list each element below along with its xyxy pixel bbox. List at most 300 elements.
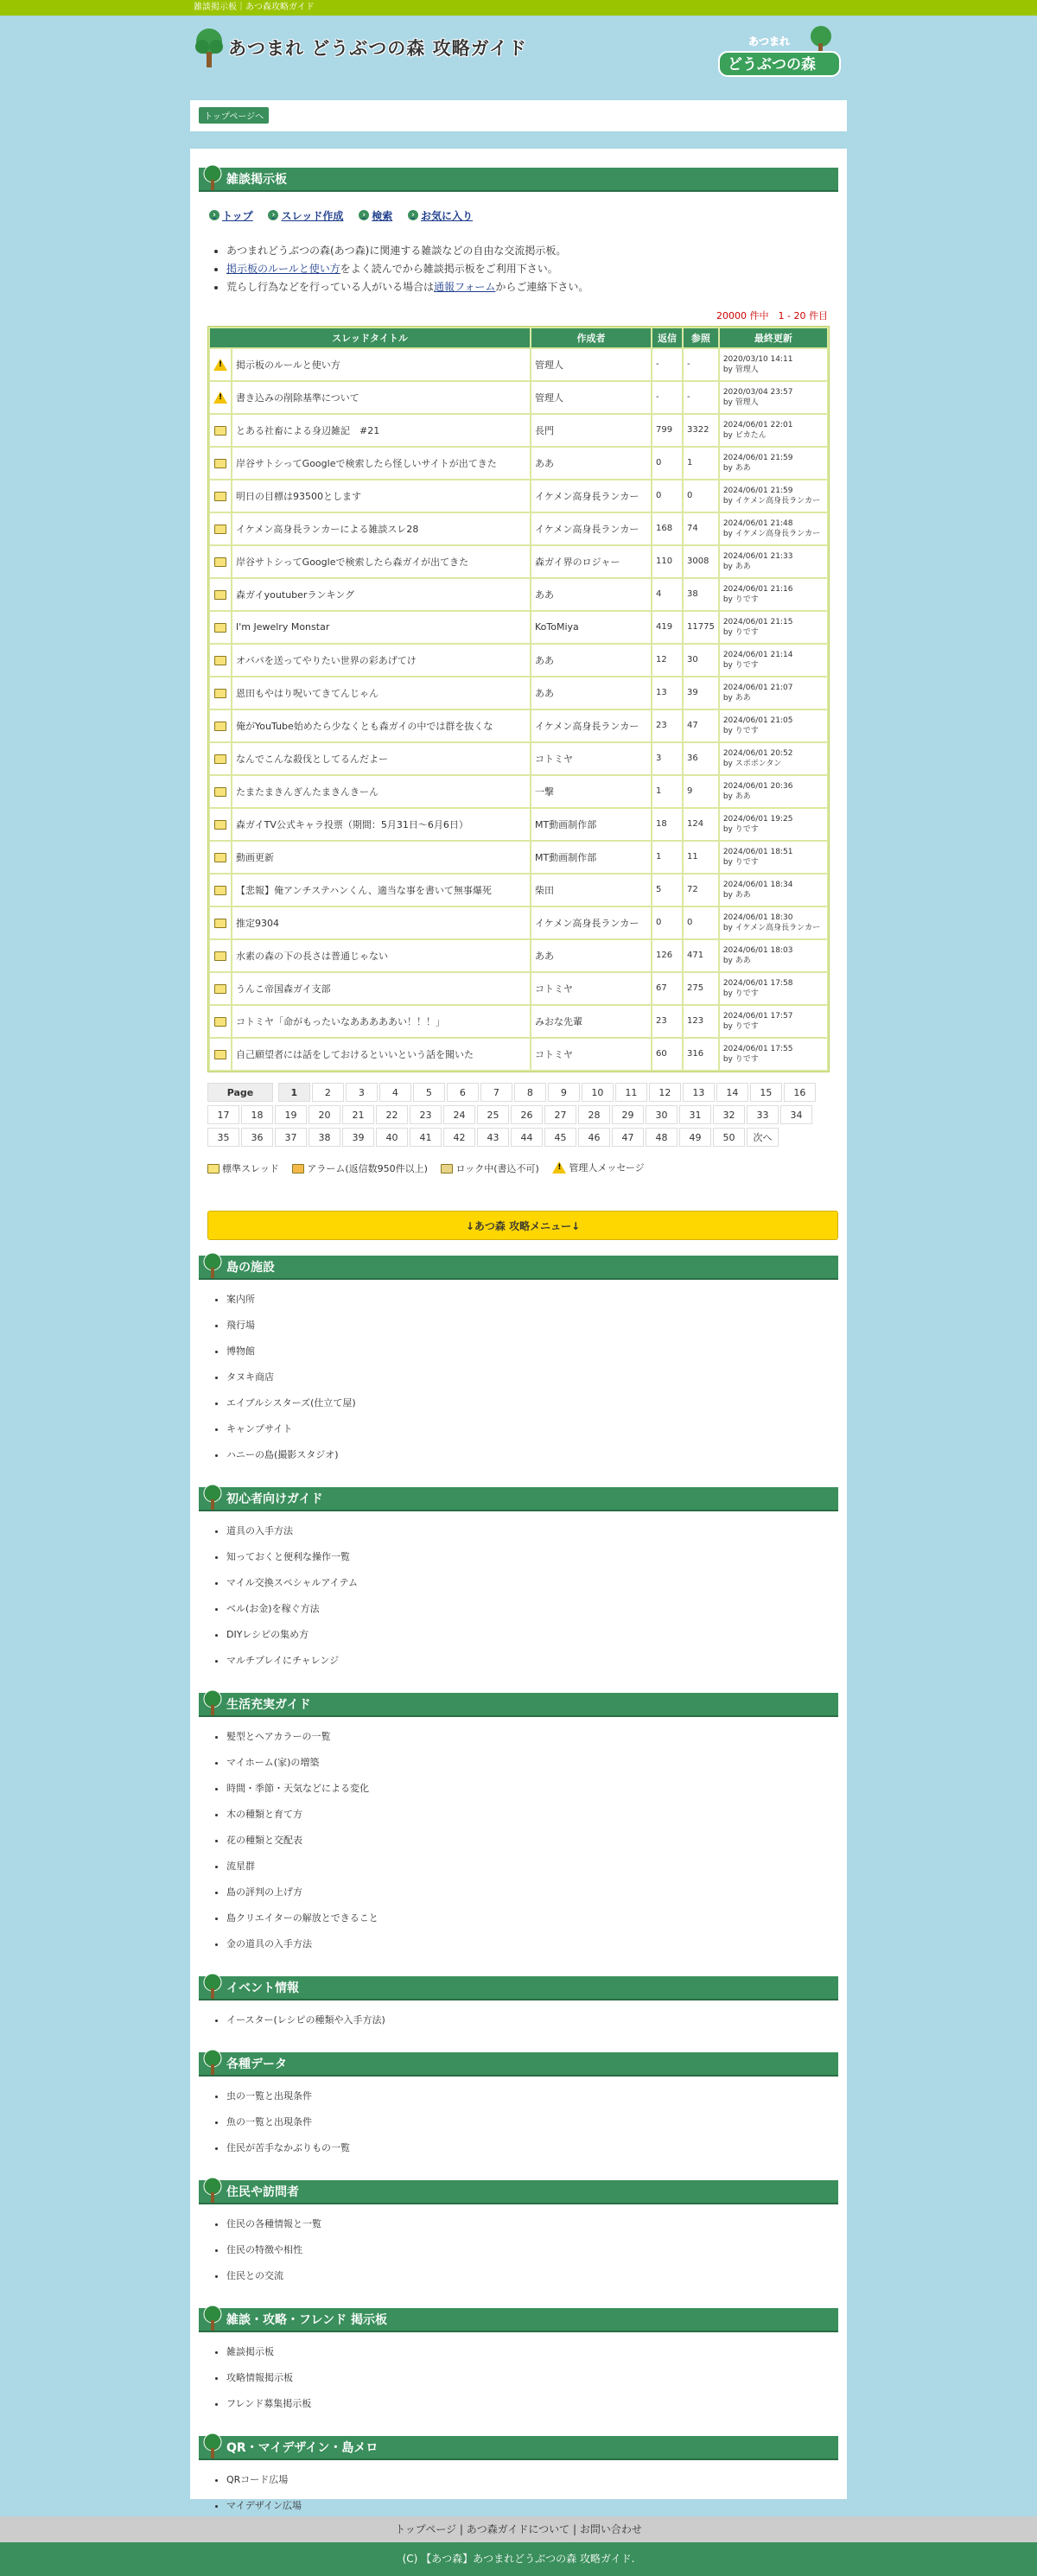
row-author: コトミヤ — [531, 973, 651, 1004]
row-author: イケメン高身長ランカー — [531, 513, 651, 544]
row-title-cell — [232, 579, 530, 610]
page-link[interactable]: 27 — [544, 1105, 576, 1124]
breadcrumb — [190, 100, 847, 131]
list-item — [226, 2395, 838, 2420]
row-updated — [720, 448, 827, 479]
row-by: by りです — [722, 1021, 759, 1031]
page-link[interactable]: 11 — [615, 1083, 647, 1102]
menu-link[interactable]: マイル交換スペシャルアイテム — [226, 1576, 359, 1588]
list-item — [226, 1342, 838, 1368]
menu-link[interactable]: DIYレシピの集め方 — [226, 1628, 309, 1640]
row-date: 2024/06/01 21:59 — [722, 486, 793, 495]
menu-link[interactable]: マイホーム(家)の増築 — [226, 1756, 320, 1768]
tab-create-thread[interactable] — [268, 208, 343, 223]
row-by: by スポポンタン — [722, 759, 782, 768]
row-reply: 5 — [652, 875, 682, 906]
row-reply: 12 — [652, 645, 682, 676]
tab-favorites[interactable] — [408, 208, 473, 223]
row-date: 2024/06/01 17:57 — [722, 1011, 793, 1021]
row-icon-cell — [210, 940, 231, 971]
page-link[interactable]: 28 — [578, 1105, 610, 1124]
table-row — [210, 973, 827, 1004]
category-title: 住民や訪問者 — [226, 2185, 299, 2199]
row-title-cell — [232, 612, 530, 643]
row-date: 2024/06/01 22:01 — [722, 420, 793, 429]
row-by: by 管理人 — [722, 398, 759, 407]
category-items — [226, 2343, 838, 2420]
page-link[interactable]: 3 — [346, 1083, 378, 1102]
menu-link[interactable]: イースター(レシピの種類や入手方法) — [226, 2013, 385, 2026]
site-title[interactable]: あつまれ どうぶつの森 攻略ガイド — [228, 38, 527, 59]
row-by: by りです — [722, 1054, 759, 1064]
page-link[interactable]: 42 — [443, 1128, 475, 1147]
tab-search[interactable] — [359, 208, 392, 223]
logo-top-text: あつまれ — [748, 35, 791, 48]
legend-label: 管理人メッセージ — [569, 1161, 645, 1174]
row-title-cell — [232, 480, 530, 512]
row-icon-cell — [210, 710, 231, 741]
page-link[interactable]: 1 — [278, 1083, 310, 1102]
thread-title-link[interactable]: 森ガイyoutuberランキング — [236, 588, 355, 601]
folder-icon — [214, 656, 226, 665]
page-link[interactable]: 47 — [612, 1128, 644, 1147]
page-link[interactable]: 12 — [649, 1083, 681, 1102]
row-updated — [720, 480, 827, 512]
board-heading-text: 雑談掲示板 — [226, 173, 287, 187]
page-link[interactable]: 14 — [716, 1083, 748, 1102]
menu-link[interactable]: キャンプサイト — [226, 1422, 293, 1434]
table-header-row — [210, 328, 827, 347]
category-list — [199, 1256, 838, 2548]
page-link[interactable]: 2 — [312, 1083, 344, 1102]
thread-title-link[interactable]: コトミヤ「命がもったいなあああああい！！！」 — [236, 1015, 445, 1027]
row-title-cell — [232, 809, 530, 840]
table-row — [210, 776, 827, 807]
list-item — [226, 1420, 838, 1446]
folder-icon — [214, 459, 226, 468]
page-link[interactable]: 31 — [679, 1105, 711, 1124]
row-view: 9 — [684, 776, 718, 807]
thread-title-link[interactable]: 動画更新 — [236, 851, 274, 863]
row-reply: 60 — [652, 1039, 682, 1070]
page-link[interactable]: 49 — [679, 1128, 711, 1147]
menu-category — [199, 2308, 838, 2420]
menu-link[interactable]: エイブルシスターズ(仕立て屋) — [226, 1396, 356, 1409]
page-link[interactable]: 36 — [241, 1128, 273, 1147]
thread-title-link[interactable]: 書き込みの削除基準について — [236, 391, 359, 404]
page-link[interactable]: 23 — [410, 1105, 442, 1124]
row-date: 2024/06/01 18:51 — [722, 847, 793, 856]
page-link[interactable]: 48 — [646, 1128, 678, 1147]
row-updated — [720, 940, 827, 971]
menu-link[interactable]: タヌキ商店 — [226, 1371, 274, 1383]
category-title: 雑談・攻略・フレンド 掲示板 — [226, 2312, 387, 2327]
page-link[interactable]: 35 — [207, 1128, 239, 1147]
row-author: 柴田 — [531, 875, 651, 906]
page-link[interactable]: 18 — [241, 1105, 273, 1124]
row-reply: 110 — [652, 546, 682, 577]
thread-title-link[interactable]: 水素の森の下の長さは普通じゃない — [236, 950, 388, 962]
row-title-cell — [232, 1006, 530, 1037]
note-item: • あつまれどうぶつの森(あつ森)に関連する雑談などの自由な交流掲示板。 — [226, 242, 838, 260]
row-icon-cell — [210, 612, 231, 643]
thread-title-link[interactable]: なんでこんな殺伐としてるんだよー — [236, 753, 388, 765]
page-link[interactable]: 19 — [275, 1105, 307, 1124]
row-title-cell — [232, 973, 530, 1004]
thread-title-link[interactable]: 岸谷サトシってGoogleで検索したら怪しいサイトが出てきた — [236, 457, 497, 469]
folder-icon — [214, 722, 226, 731]
row-author: 管理人 — [531, 349, 651, 380]
page-link[interactable]: 22 — [376, 1105, 408, 1124]
menu-link[interactable]: 髪型とヘアカラーの一覧 — [226, 1730, 331, 1742]
tab-label: 検索 — [372, 209, 393, 222]
note-text: をよく読んでから雑談掲示板をご利用下さい。 — [340, 262, 558, 275]
page-link[interactable]: 25 — [477, 1105, 509, 1124]
row-view: - — [684, 349, 718, 380]
menu-category — [199, 1487, 838, 1677]
page-link[interactable]: 20 — [309, 1105, 340, 1124]
row-date: 2024/06/01 18:03 — [722, 945, 793, 955]
menu-link[interactable]: 道具の入手方法 — [226, 1524, 293, 1536]
menu-link[interactable]: 時間・季節・天気などによる変化 — [226, 1782, 369, 1794]
table-row — [210, 546, 827, 577]
warning-icon — [213, 359, 227, 371]
row-by: by ああ — [722, 463, 751, 473]
thread-title-link[interactable]: 俺がYouTube始めたら少なくとも森ガイの中では群を抜くな — [236, 720, 493, 732]
menu-link[interactable]: マイデザイン広場 — [226, 2499, 302, 2511]
row-icon-cell — [210, 1006, 231, 1037]
list-item — [226, 2471, 838, 2496]
row-by: by ああ — [722, 693, 751, 703]
tab-label: お気に入り — [421, 209, 474, 222]
menu-link[interactable]: 飛行場 — [226, 1319, 255, 1331]
tree-icon — [202, 2305, 223, 2332]
category-title: 初心者向けガイド — [226, 1492, 323, 1506]
row-date: 2024/06/01 20:36 — [722, 781, 793, 791]
row-view: 0 — [684, 480, 718, 512]
thread-title-link[interactable]: 自己願望者には話をしておけるといいという話を聞いた — [236, 1048, 474, 1060]
row-reply: 3 — [652, 743, 682, 774]
menu-link[interactable]: 案内所 — [226, 1293, 255, 1305]
row-updated — [720, 1039, 827, 1070]
row-date: 2024/06/01 21:16 — [722, 584, 793, 594]
thread-title-link[interactable]: 掲示板のルールと使い方 — [236, 359, 340, 371]
col-reply: 返信 — [652, 328, 682, 347]
category-heading — [199, 2308, 838, 2332]
row-updated — [720, 349, 827, 380]
row-reply: 67 — [652, 973, 682, 1004]
row-author: ああ — [531, 448, 651, 479]
row-date: 2024/06/01 21:48 — [722, 518, 793, 528]
menu-link[interactable]: 住民の特徴や相性 — [226, 2243, 302, 2255]
row-title-cell — [232, 448, 530, 479]
folder-icon — [214, 557, 226, 567]
main-content — [190, 149, 847, 2511]
menu-link[interactable]: 流星群 — [226, 1860, 255, 1872]
col-updated: 最終更新 — [720, 328, 827, 347]
list-item — [226, 2343, 838, 2369]
menu-link[interactable]: 木の種類と育て方 — [226, 1808, 302, 1820]
page-link[interactable]: 29 — [612, 1105, 644, 1124]
tree-icon — [202, 1252, 223, 1280]
row-view: - — [684, 382, 718, 413]
warning-icon — [552, 1161, 566, 1174]
row-updated — [720, 382, 827, 413]
category-title: イベント情報 — [226, 1981, 299, 1995]
row-reply: 419 — [652, 612, 682, 643]
list-item — [226, 1394, 838, 1420]
menu-link[interactable]: 住民が苦手なかぶりもの一覧 — [226, 2141, 350, 2153]
page-link[interactable]: 40 — [376, 1128, 408, 1147]
row-updated — [720, 743, 827, 774]
menu-link[interactable]: 島クリエイターの解放とできること — [226, 1911, 379, 1924]
row-icon-cell — [210, 480, 231, 512]
page-link[interactable]: 50 — [713, 1128, 745, 1147]
thread-title-link[interactable]: 推定9304 — [236, 917, 279, 929]
list-item — [226, 2087, 838, 2113]
tree-icon — [202, 2049, 223, 2077]
thread-title-link[interactable]: 【悲報】俺アンチステハンくん、適当な事を書いて無事爆死 — [236, 884, 492, 896]
menu-category — [199, 2180, 838, 2293]
page-link[interactable]: 45 — [544, 1128, 576, 1147]
thread-title-link[interactable]: I'm Jewelry Monstar — [236, 621, 330, 633]
category-heading — [199, 1976, 838, 2000]
rules-link[interactable]: 掲示板のルールと使い方 — [226, 262, 340, 275]
page-link[interactable]: 8 — [514, 1083, 546, 1102]
page-link[interactable]: 21 — [342, 1105, 374, 1124]
result-count: 20000 件中 1 - 20 件目 — [716, 309, 828, 321]
row-date: 2024/06/01 21:07 — [722, 683, 793, 692]
thread-title-link[interactable]: イケメン高身長ランカーによる雑談スレ28 — [236, 523, 419, 535]
warning-icon — [213, 391, 227, 404]
page-link[interactable]: 30 — [646, 1105, 678, 1124]
row-updated — [720, 579, 827, 610]
page-link[interactable]: 43 — [477, 1128, 509, 1147]
row-view: 1 — [684, 448, 718, 479]
row-view: 0 — [684, 907, 718, 938]
row-by: by りです — [722, 627, 759, 637]
row-date: 2024/06/01 21:33 — [722, 551, 793, 561]
page-link[interactable]: 9 — [548, 1083, 580, 1102]
table-row — [210, 940, 827, 971]
row-by: by りです — [722, 660, 759, 670]
menu-link[interactable]: 虫の一覧と出現条件 — [226, 2089, 312, 2102]
row-title-cell — [232, 776, 530, 807]
thread-title-link[interactable]: 岸谷サトシってGoogleで検索したら森ガイが出てきた — [236, 556, 469, 568]
page-link[interactable]: 13 — [683, 1083, 715, 1102]
row-title-cell — [232, 940, 530, 971]
thread-title-link[interactable]: うんこ帝国森ガイ支部 — [236, 983, 331, 995]
page-link[interactable]: 5 — [413, 1083, 445, 1102]
row-view: 123 — [684, 1006, 718, 1037]
thread-table — [207, 326, 830, 1072]
thread-title-link[interactable]: 恩田もやはり呪いてきてんじゃん — [236, 687, 379, 699]
menu-link[interactable]: 金の道具の入手方法 — [226, 1937, 312, 1949]
row-author: ああ — [531, 940, 651, 971]
row-icon-cell — [210, 677, 231, 709]
legend-label: アラーム(返信数950件以上) — [307, 1163, 428, 1174]
row-reply: 13 — [652, 677, 682, 709]
topbar: 雑談掲示板｜あつ森攻略ガイド — [0, 0, 1037, 16]
table-row — [210, 1039, 827, 1070]
row-date: 2024/06/01 18:34 — [722, 880, 793, 889]
category-items — [226, 1522, 838, 1677]
menu-link[interactable]: QRコード広場 — [226, 2473, 289, 2485]
row-icon-cell — [210, 1039, 231, 1070]
folder-icon — [214, 853, 226, 862]
footer-links[interactable]: トップページ | あつ森ガイドについて | お問い合わせ — [0, 2516, 1037, 2542]
row-view: 36 — [684, 743, 718, 774]
page-link[interactable]: 34 — [780, 1105, 812, 1124]
list-item — [226, 2241, 838, 2267]
menu-link[interactable]: 攻略情報掲示板 — [226, 2371, 293, 2383]
menu-link[interactable]: 住民との交流 — [226, 2269, 283, 2281]
thread-title-link[interactable]: オバパを送ってやりたい世界の彩あげてけ — [236, 654, 417, 666]
row-author: 管理人 — [531, 382, 651, 413]
table-row — [210, 645, 827, 676]
category-title: 生活充実ガイド — [226, 1697, 311, 1712]
page-link[interactable]: 16 — [784, 1083, 816, 1102]
folder-icon — [214, 820, 226, 830]
menu-link[interactable]: 花の種類と交配表 — [226, 1834, 302, 1846]
category-heading — [199, 2180, 838, 2204]
folder-icon — [214, 1050, 226, 1059]
list-item — [226, 1290, 838, 1316]
legend-alarm — [292, 1161, 428, 1175]
list-item — [226, 1446, 838, 1472]
menu-link[interactable]: 雑談掲示板 — [226, 2345, 274, 2357]
page-link[interactable]: 7 — [480, 1083, 512, 1102]
menu-link[interactable]: ハニーの島(撮影スタジオ) — [226, 1448, 339, 1460]
row-by: by イケメン高身長ランカー — [722, 529, 821, 538]
page-link[interactable]: 38 — [309, 1128, 340, 1147]
row-updated — [720, 776, 827, 807]
page-link[interactable]: 10 — [582, 1083, 614, 1102]
menu-link[interactable]: 住民の各種情報と一覧 — [226, 2217, 321, 2229]
menu-link[interactable]: 島の評判の上げ方 — [226, 1886, 302, 1898]
col-author: 作成者 — [531, 328, 651, 347]
row-reply: 23 — [652, 710, 682, 741]
thread-title-link[interactable]: 明日の目標は93500とします — [236, 490, 361, 502]
list-item — [226, 2215, 838, 2241]
page-link[interactable]: 6 — [447, 1083, 479, 1102]
row-updated — [720, 907, 827, 938]
list-item — [226, 1753, 838, 1779]
folder-icon — [214, 623, 226, 633]
menu-link[interactable]: フレンド募集掲示板 — [226, 2397, 312, 2409]
board-heading — [199, 168, 838, 192]
page-link[interactable]: 4 — [379, 1083, 411, 1102]
page-link[interactable]: 33 — [747, 1105, 779, 1124]
row-title-cell — [232, 1039, 530, 1070]
page-link[interactable]: 32 — [713, 1105, 745, 1124]
page-link[interactable]: 24 — [443, 1105, 475, 1124]
list-item — [226, 1600, 838, 1625]
row-reply: 18 — [652, 809, 682, 840]
row-updated — [720, 1006, 827, 1037]
folder-icon — [214, 525, 226, 534]
page-link[interactable]: 26 — [511, 1105, 543, 1124]
row-date: 2024/06/01 21:59 — [722, 453, 793, 462]
row-date: 2024/06/01 21:15 — [722, 617, 793, 627]
menu-link[interactable]: ベル(お金)を稼ぐ方法 — [226, 1602, 320, 1614]
guide-menu-button[interactable]: ↓あつ森 攻略メニュー↓ — [207, 1211, 838, 1240]
menu-link[interactable]: 魚の一覧と出現条件 — [226, 2115, 312, 2128]
row-author: ああ — [531, 645, 651, 676]
row-by: by ああ — [722, 890, 751, 900]
list-item — [226, 2267, 838, 2293]
list-item — [226, 1368, 838, 1394]
table-row — [210, 842, 827, 873]
page-link[interactable]: 37 — [275, 1128, 307, 1147]
row-title-cell — [232, 415, 530, 446]
page-link[interactable]: 46 — [578, 1128, 610, 1147]
folder-icon — [214, 426, 226, 436]
row-reply: 4 — [652, 579, 682, 610]
tree-icon — [202, 1689, 223, 1717]
row-icon-cell — [210, 842, 231, 873]
row-updated — [720, 546, 827, 577]
tab-top[interactable] — [209, 208, 253, 223]
row-title-cell — [232, 875, 530, 906]
row-view: 316 — [684, 1039, 718, 1070]
row-icon-cell — [210, 743, 231, 774]
top-page-button[interactable]: トップページへ — [199, 107, 269, 124]
arrow-circle-icon: › — [268, 210, 278, 220]
page-link[interactable]: 15 — [750, 1083, 782, 1102]
row-icon-cell — [210, 448, 231, 479]
site-header — [190, 16, 847, 83]
table-row — [210, 743, 827, 774]
row-updated — [720, 875, 827, 906]
page-link[interactable]: 44 — [511, 1128, 543, 1147]
row-icon-cell — [210, 579, 231, 610]
table-row — [210, 349, 827, 380]
note-text: からご連絡下さい。 — [495, 280, 589, 293]
thread-title-link[interactable]: とある社畜による身辺雑記 #21 — [236, 424, 380, 436]
menu-link[interactable]: 博物館 — [226, 1345, 255, 1357]
folder-icon — [214, 754, 226, 764]
row-date: 2024/06/01 17:58 — [722, 978, 793, 988]
list-item — [226, 1831, 838, 1857]
category-heading — [199, 2052, 838, 2077]
page-link[interactable]: 39 — [342, 1128, 374, 1147]
menu-link[interactable]: マルチプレイにチャレンジ — [226, 1654, 340, 1666]
row-icon-cell — [210, 809, 231, 840]
thread-title-link[interactable]: たまたまきんぎんたまきんきーん — [236, 786, 379, 798]
page-link[interactable]: 41 — [410, 1128, 442, 1147]
board-tabs — [209, 207, 838, 223]
category-items — [226, 2011, 838, 2037]
page-link[interactable]: 次へ — [747, 1128, 779, 1147]
row-by: by りです — [722, 595, 759, 604]
row-reply: - — [652, 382, 682, 413]
page-link[interactable]: 17 — [207, 1105, 239, 1124]
row-view: 38 — [684, 579, 718, 610]
folder-icon — [207, 1164, 219, 1174]
row-date: 2024/06/01 20:52 — [722, 748, 793, 758]
list-item — [226, 1548, 838, 1574]
list-item — [226, 1316, 838, 1342]
row-icon-cell — [210, 907, 231, 938]
tree-icon — [202, 1484, 223, 1511]
thread-title-link[interactable]: 森ガイTV公式キャラ投票（期間：5月31日〜6月6日） — [236, 818, 468, 830]
list-item — [226, 1883, 838, 1909]
menu-link[interactable]: 知っておくと便利な操作一覧 — [226, 1550, 350, 1562]
list-item — [226, 1805, 838, 1831]
report-form-link[interactable]: 通報フォーム — [434, 280, 496, 293]
legend — [207, 1161, 838, 1176]
